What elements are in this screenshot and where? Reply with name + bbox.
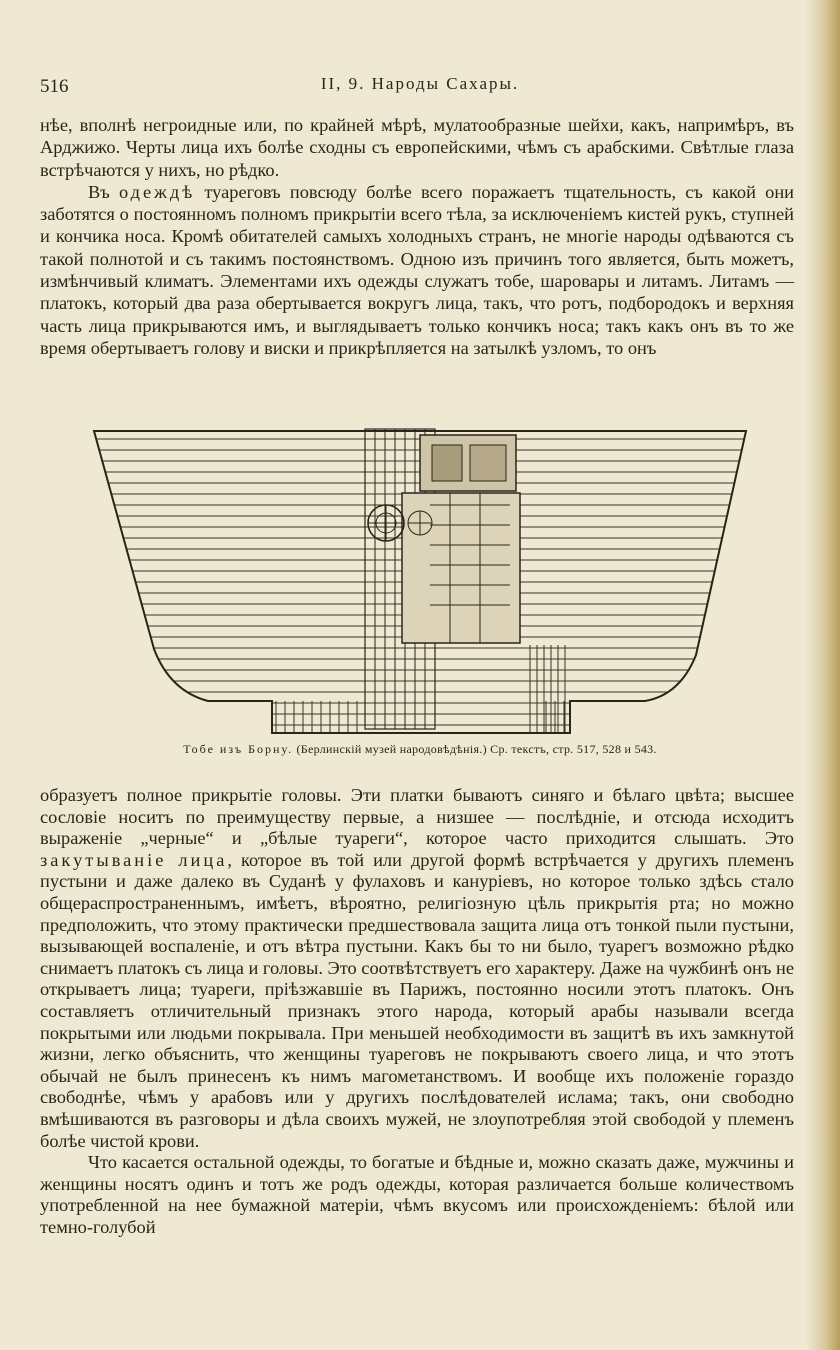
- figure-caption: [0, 742, 840, 757]
- top-text-block: [40, 114, 794, 359]
- running-head: II, 9. Народы Сахары.: [320, 74, 520, 93]
- paragraph-3-emphasis: закутываніе лица: [40, 849, 228, 870]
- paragraph-2-emphasis: одеждѣ: [118, 181, 196, 202]
- page-edge-shadow: [806, 0, 840, 1350]
- bottom-text-block: [40, 785, 794, 1238]
- paragraph-3: [40, 785, 794, 1152]
- caption-title: Тобе изъ Борну.: [183, 742, 294, 756]
- tobe-garment-illustration: [90, 425, 750, 737]
- paragraph-3-part2: , которое въ той или другой формѣ встрѣчается у другихъ племенъ пустыни и даже далеко въ Суданѣ у фулаховъ и канурiевъ, но которое только здѣсь стало общераспространеннымъ, имѣетъ, вѣроятно, религіозную цѣль прикрытія рта; но можно предположить, что этому практически предшествовала защита лица отъ тонкой пыли пустыни, вызывающей воспаленіе, и отъ вѣтра пустыни. Какъ бы то ни было, туарегъ возможно рѣдко снимаетъ платокъ съ лица и головы. Это соотвѣтствуетъ его характеру. Даже на чужбинѣ онъ не открываетъ лица; туареги, пріѣзжавшіе въ Парижъ, постоянно носили этотъ платокъ. Онъ составляетъ отличительный признакъ этого народа, который арабы называли всегда покрытыми или людьми покрывала. При меньшей необходимости въ защитѣ въ ихъ замкнутой жизни, легко объяснить, что женщины туареговъ не покрываютъ своего лица, и что этотъ обычай не былъ принесенъ къ нимъ магометанствомъ. И вообще ихъ положеніе гораздо свободнѣе, чѣмъ у арабовъ или у другихъ послѣдователей ислама; такъ, они свободно вмѣшиваются въ разговоры и дѣла своихъ мужей, не злоупотребляя этой свободой у племенъ болѣе чистой крови.: [40, 849, 794, 1151]
- paragraph-3-part1: образуетъ полное прикрытіе головы. Эти платки бываютъ синяго и бѣлаго цвѣта; высшее сословіе носитъ по преимуществу первые, а низшее — послѣдніе, и отсюда исходитъ выраженіе „черные“ и „бѣлые туареги“, которое часто приходится слышать. Это: [40, 785, 794, 849]
- paragraph-4: Что касается остальной одежды, то богатые и бѣдные и, можно сказать даже, мужчины и женщины носятъ одинъ и тотъ же родъ одежды, которая различается больше количествомъ употребленной на нее бумажной матеріи, чѣмъ вкусомъ или происхожденіемъ: бѣлой или темно-голубой: [40, 1152, 794, 1237]
- caption-source: (Берлинскій музей народовѣдѣнія.) Ср. текстъ, стр. 517, 528 и 543.: [296, 742, 657, 756]
- paragraph-2-lead: Въ: [88, 181, 119, 202]
- paragraph-2-rest: туареговъ повсюду болѣе всего поражаетъ тщательность, съ какой они заботятся о постоянномъ полномъ прикрытіи всего тѣла, за исключеніемъ кистей рукъ, ступней и кончика носа. Кромѣ обитателей самыхъ холодныхъ странъ, не многіе народы одѣваются съ такой полнотой и съ такимъ постоянствомъ. Одною изъ причинъ того является, быть можетъ, измѣнчивый климатъ. Элементами ихъ одежды служатъ тобе, шаровары и литамъ. Литамъ — платокъ, который два раза обертывается вокругъ лица, такъ, что ротъ, подбородокъ и верхняя часть лица прикрываются имъ, и выглядываетъ только кончикъ носа; такъ какъ онъ въ то же время обертываетъ голову и виски и прикрѣпляется на затылкѣ узломъ, то онъ: [40, 181, 795, 358]
- paragraph-2: [40, 181, 794, 359]
- paragraph-1: нѣе, вполнѣ негроидные или, по крайней мѣрѣ, мулатообразные шейхи, какъ, напримѣръ, въ Арджижо. Черты лица ихъ болѣе сходны съ европейскими, чѣмъ съ арабскими. Свѣтлые глаза встрѣчаются у нихъ, но рѣдко.: [40, 115, 794, 180]
- page-number: 516: [40, 76, 69, 97]
